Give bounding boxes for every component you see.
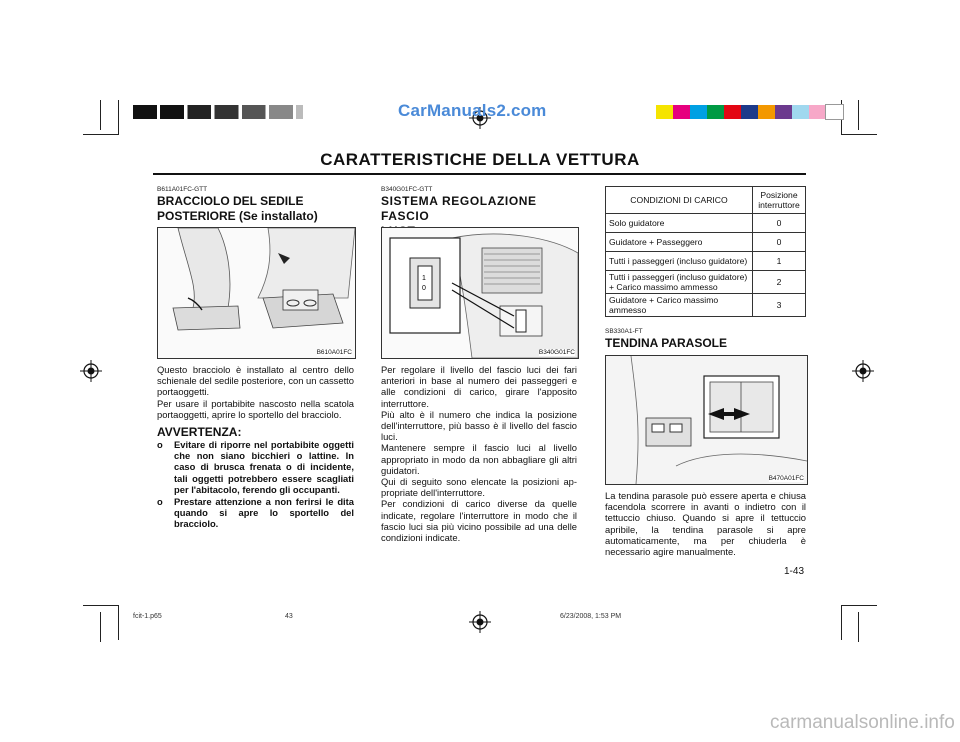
bullet: o (157, 439, 163, 450)
sunshade-figure (605, 355, 808, 485)
section-code: B340G01FC-GTT (381, 186, 433, 193)
section-code: SB330A1-FT (605, 328, 643, 335)
warning-item (157, 496, 354, 530)
color-swatch (809, 105, 826, 119)
crop-mark (100, 612, 101, 642)
crop-mark (858, 100, 859, 130)
svg-text:0: 0 (422, 285, 426, 292)
table-header-row (606, 187, 806, 214)
warning-text: Prestare attenzione a non ferirsi le dita quando si apre lo sportello del bracciolo. (174, 496, 354, 530)
color-swatch (741, 105, 758, 119)
header-position: Posizione interruttore (753, 187, 806, 214)
color-swatch (758, 105, 775, 119)
position-cell: 0 (753, 233, 806, 252)
heading-line: POSTERIORE (Se installato) (157, 209, 318, 223)
color-swatch (826, 105, 843, 119)
sunshade-illustration (606, 356, 807, 484)
title-rule (153, 173, 806, 175)
section-heading-armrest (157, 194, 357, 224)
armrest-figure (157, 227, 356, 359)
condition-cell: Guidatore + Passeggero (606, 233, 753, 252)
color-swatch (690, 105, 707, 119)
heading-line: SISTEMA REGOLAZIONE FASCIO (381, 194, 537, 223)
crop-mark (858, 612, 859, 642)
grey-scale-bar (133, 105, 303, 119)
headlight-body: Per regolare il livello del fascio luci dei fari anteriori in base al numero dei passeggeri e alle condizioni di carico, girare l'apposito interruttore. Più alto è il numero che indica la posizione dell'interruttore, più basso è il livello del fascio luci. Mantenere sempre il fascio luci al livello appropriato in modo da non abbagliare gli altri guidatori. Qui di seguito sono elencate la posizioni ap-propriate dell'interruttore. Per condizioni di carico diverse da quelle indicate, regolare l'interruttore in modo che il fascio luci sia più vicino possibile ad una delle condizioni indicate. (381, 364, 577, 544)
figure-label: B340G01FC (538, 349, 575, 356)
footer-page: 43 (285, 613, 293, 620)
table-row (606, 233, 806, 252)
warning-text: Evitare di riporre nel portabibite oggetti che non siano bicchieri o lattine. In caso di brusca frenata o di incidente, tali oggetti potrebbero essere scagliati per l'abitacolo, ferendo gli occupanti. (174, 439, 354, 495)
warning-item (157, 439, 354, 495)
section-heading-sunshade: TENDINA PARASOLE (605, 336, 728, 350)
table-row (606, 214, 806, 233)
crop-mark (841, 605, 842, 640)
position-cell: 0 (753, 214, 806, 233)
armrest-illustration (158, 228, 355, 358)
registration-target-icon (852, 360, 874, 382)
color-swatch (656, 105, 673, 119)
warning-title: AVVERTENZA: (157, 425, 242, 439)
position-cell: 2 (753, 271, 806, 294)
armrest-body: Questo bracciolo è installato al centro dello schienale del sedile posteriore, con un cassetto portaoggetti. Per usare il portabibite nascosto nella scatola portaoggetti, aprire lo sportello del bracciolo. (157, 364, 354, 420)
heading-line: BRACCIOLO DEL SEDILE (157, 194, 304, 208)
warning-list (157, 439, 354, 531)
page-number: 1-43 (784, 566, 805, 577)
registration-target-icon (80, 360, 102, 382)
headlight-figure (381, 227, 579, 359)
color-swatch (792, 105, 809, 119)
watermark-bottom[interactable]: carmanualsonline.info (770, 712, 955, 733)
condition-cell: Guidatore + Carico massimo ammesso (606, 294, 753, 317)
sunshade-body: La tendina parasole può essere aperta e chiusa facendola scorrere in avanti o indietro con il tettuccio chiuso. Quando si apre il tettuccio apribile, la tendina parasole si apre automaticamente, ma per chiuderla è necessario agire manualmente. (605, 490, 806, 558)
registration-target-icon (469, 611, 491, 633)
crop-mark (83, 605, 118, 606)
figure-label: B610A01FC (316, 349, 352, 356)
condition-cell: Solo guidatore (606, 214, 753, 233)
position-cell: 3 (753, 294, 806, 317)
watermark-top[interactable]: CarManuals2.com (398, 101, 547, 120)
crop-mark (100, 100, 101, 130)
table-row (606, 252, 806, 271)
crop-mark (83, 134, 118, 135)
figure-label: B470A01FC (768, 475, 804, 482)
crop-mark (842, 605, 877, 606)
bullet: o (157, 496, 163, 508)
headlight-switch-illustration (382, 228, 578, 358)
color-swatch (724, 105, 741, 119)
table-row (606, 271, 806, 294)
load-condition-table (605, 186, 806, 317)
color-swatch (673, 105, 690, 119)
header-condition: CONDIZIONI DI CARICO (606, 187, 753, 214)
crop-mark (118, 100, 119, 135)
color-swatch (707, 105, 724, 119)
footer-datetime: 6/23/2008, 1:53 PM (560, 613, 622, 620)
position-cell: 1 (753, 252, 806, 271)
color-swatch (775, 105, 792, 119)
footer-file: fcit-1.p65 (133, 613, 162, 620)
crop-mark (842, 134, 877, 135)
crop-mark (118, 605, 119, 640)
page-title: CARATTERISTICHE DELLA VETTURA (320, 150, 640, 169)
condition-cell: Tutti i passeggeri (incluso guidatore) (606, 252, 753, 271)
section-code: B611A01FC-GTT (157, 186, 208, 193)
table-row (606, 294, 806, 317)
svg-text:1: 1 (422, 275, 426, 282)
condition-cell: Tutti i passeggeri (incluso guidatore) + Carico massimo ammesso (606, 271, 753, 294)
